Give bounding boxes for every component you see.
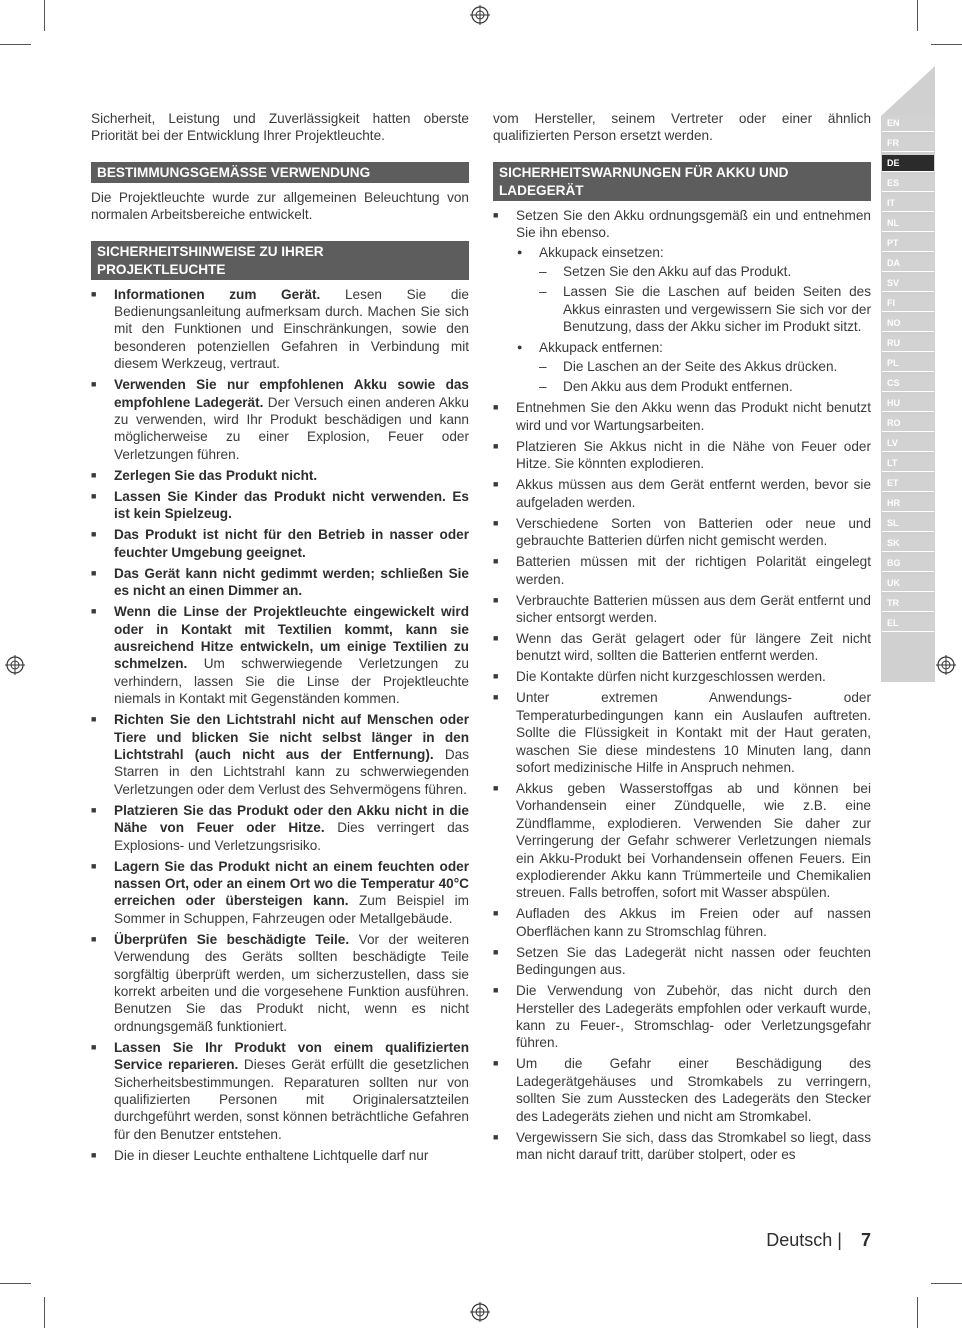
language-tab-fi: FI [882,295,934,312]
crop-mark [917,1297,918,1328]
item-bold-text: Informationen zum Gerät. [114,286,321,302]
list-item [91,488,469,523]
list-item [91,603,469,707]
item-bold-text: Zerlegen Sie das Produkt nicht. [114,467,318,483]
crop-mark [917,0,918,31]
battery-steps [516,244,871,396]
list-item: ■ Verbrauchte Batterien müssen aus dem Gerät entfernt und sicher entsorgt werden. [493,592,871,627]
language-tab-tr: TR [882,595,934,612]
list-item [91,1147,469,1164]
item-text: Setzen Sie den Akku ordnungsgemäß ein und entnehmen Sie ihn ebenso. [516,207,871,241]
item-bold-text: Platzieren Sie das Produkt oder den Akku nicht in die Nähe von Feuer oder Hitze. [114,802,469,836]
language-tab-es: ES [882,175,934,192]
crop-mark [931,1283,962,1284]
list-item: ■ Setzen Sie das Ladegerät nicht nassen oder feuchten Bedingungen aus. [493,944,871,979]
list-item [91,802,469,854]
item-text: Dies verringert das Explosions- und Verletzungsrisiko. [114,820,470,853]
list-item: – Lassen Sie die Laschen auf beiden Seiten des Akkus einrasten und vergewissern Sie sich vor der Benutzung, dass der Akku sicher im Produkt sitzt. [539,283,871,335]
language-tab-fr: FR [882,135,934,152]
remove-steps [539,358,871,396]
list-item: – Setzen Sie den Akku auf das Produkt. [539,263,871,280]
list-item: ■ Verschiedene Sorten von Batterien oder neue und gebrauchte Batterien dürfen nicht gemischt werden. [493,515,871,550]
list-item: ■ Wenn das Gerät gelagert oder für längere Zeit nicht benutzt wird, sollten die Batterien entfernt werden. [493,630,871,665]
language-tab-pt: PT [882,235,934,252]
page-footer [700,1230,871,1251]
list-item: ■ Die Verwendung von Zubehör, das nicht durch den Hersteller des Ladegeräts empfohlen oder verkauft wurde, kann zu Feuer-, Stromschlag- oder Verletzungsgefahr führen. [493,982,871,1052]
list-item [516,339,871,396]
language-tab-sl: SL [882,515,934,532]
left-column [91,110,469,1168]
language-tab-lt: LT [882,455,934,472]
list-item: ■ Akkus müssen aus dem Gerät entfernt werden, bevor sie aufgeladen werden. [493,476,871,511]
list-item: ■ Akkus geben Wasserstoffgas ab und können bei Vorhandensein einer Zündquelle, wie z.B. eine Zündflamme, explodieren. Verwenden Sie daher zur Verringerung der Gefahr schwerer Verletzungen niemals ein Akku-Produkt bei Vorhandensein offenen Feuers. Ein explodierender Akku kann Trümmerteile und Chemikalien streuen. Falls betroffen, sofort mit Wasser abspülen. [493,780,871,902]
item-bold-text: Wenn die Linse der Projektleuchte eingewickelt wird oder in Kontakt mit Textilien kommt, kann sie ausreichend Hitze entwickeln, um einige Textilien zu schmelzen. [114,604,469,672]
list-item: ■ Aufladen des Akkus im Freien oder auf nassen Oberflächen kann zu Stromschlag führen. [493,905,871,940]
right-column [493,110,871,1167]
list-item: ■ Unter extremen Anwendungs- oder Temperaturbedingungen kann ein Auslaufen auftreten. Sollte die Flüssigkeit in Kontakt mit der Haut geraten, waschen Sie diese mindestens 10 Minuten lang, dann sofort medizinische Hilfe in Anspruch nehmen. [493,689,871,776]
registration-mark-icon [470,5,490,25]
crop-mark [44,0,45,31]
list-item: ■ Platzieren Sie Akkus nicht in die Nähe von Feuer oder Hitze. Sie könnten explodieren. [493,438,871,473]
item-text: Die in dieser Leuchte enthaltene Lichtquelle darf nur [114,1147,429,1163]
language-tab-hr: HR [882,495,934,512]
list-item: ■ Batterien müssen mit der richtigen Polarität eingelegt werden. [493,553,871,588]
item-text: Um schwerwiegende Verletzungen zu verhindern, lassen Sie die Linse der Projektleuchte niemals in Kontakt mit Gegenständen kommen. [114,656,469,707]
list-item [516,244,871,336]
item-text: Lesen Sie die Bedienungsanleitung aufmerksam durch. Machen Sie sich mit den Funktionen und Einschränkungen, sowie den besonderen potenziellen Gefahren in Verbindung mit diesem Werkzeug, vertraut. [114,286,469,372]
language-tab-hu: HU [882,395,934,412]
item-bold-text: Lassen Sie Ihr Produkt von einem qualifizierten Service reparieren. [114,1039,469,1073]
list-item: – Den Akku aus dem Produkt entfernen. [539,378,871,395]
list-item: ■ Die Kontakte dürfen nicht kurzgeschlossen werden. [493,668,871,685]
item-bold-text: Lagern Sie das Produkt nicht an einem feuchten oder nassen Ort, oder an einem Ort wo die Temperatur 40°C erreichen oder übersteigen kann. [114,858,469,909]
item-text: Der Versuch einen anderen Akku zu verwenden, wird Ihr Produkt beschädigen und kann möglicherweise zu einer Explosion, Feuer oder Verletzungen führen. [114,394,469,462]
intended-use-text: Die Projektleuchte wurde zur allgemeinen Beleuchtung von normalen Arbeitsbereiche entwickelt. [91,189,469,223]
registration-mark-icon [936,655,956,675]
footer-language: Deutsch [766,1230,833,1250]
language-tab-cs: CS [882,375,934,392]
section-heading-safety-instructions [91,241,469,280]
item-text: Vor der weiteren Verwendung des Geräts sollten beschädigte Teile sorgfältig überprüft werden, um sicherzustellen, dass sie korrekt arbeiten und die vorgesehene Funktion ausführen. Benutzen Sie das Produkt nicht, wenn es nicht ordnungsgemäß funktioniert. [114,931,470,1034]
language-tab-it: IT [882,195,934,212]
registration-mark-icon [470,1302,490,1322]
language-tab-lv: LV [882,435,934,452]
heading-line: LADEGERÄT [499,182,584,198]
item-text: Dieses Gerät erfüllt die gesetzlichen Sicherheitsbestimmungen. Reparaturen sollten nur von qualifizierten Personen mit Originalersatzteilen durchgeführt werden, sonst können beträchtliche Gefahren für den Benutzer entstehen. [114,1057,469,1142]
list-item [91,467,469,484]
list-item [91,565,469,600]
footer-separator: | [837,1230,842,1250]
item-bold-text: Verwenden Sie nur empfohlenen Akku sowie das empfohlene Ladegerät. [114,377,469,410]
intro-text: Sicherheit, Leistung und Zuverlässigkeit hatten oberste Priorität bei der Entwicklung Ihrer Projektleuchte. [91,111,469,144]
language-tab-da: DA [882,255,934,272]
item-text: Das Starren in den Lichtstrahl kann zu schwerwiegenden Verletzungen oder dem Verlust des Sehvermögens führen. [114,746,470,797]
heading-line: SICHERHEITSHINWEISE ZU IHRER [97,243,324,259]
list-item: ■ Entnehmen Sie den Akku wenn das Produkt nicht benutzt wird und vor Wartungsarbeiten. [493,399,871,434]
list-item [493,207,871,396]
safety-instructions-list [91,286,469,1165]
section-heading-intended-use: BESTIMMUNGSGEMÄSSE VERWENDUNG [91,162,469,183]
step-label: Akkupack einsetzen: [539,244,664,260]
list-item: ■ Vergewissern Sie sich, dass das Stromkabel so liegt, dass man nicht darauf tritt, darüber stolpert, oder es [493,1129,871,1164]
crop-mark [0,44,31,45]
list-item [91,526,469,561]
insert-steps [539,263,871,336]
continued-text: vom Hersteller, seinem Vertreter oder einer ähnlich qualifizierten Person ersetzt werden. [493,111,871,144]
page-number: 7 [860,1230,871,1250]
language-tab-sv: SV [882,275,934,292]
language-tab-ro: RO [882,415,934,432]
item-bold-text: Lassen Sie Kinder das Produkt nicht verwenden. Es ist kein Spielzeug. [114,488,469,522]
language-tab-bg: BG [882,555,934,572]
item-bold-text: Richten Sie den Lichtstrahl nicht auf Menschen oder Tiere und blicken Sie nicht selbst länger in den Lichtstrahl (auch nicht aus der Entfernung). [114,712,469,762]
list-item: – Die Laschen an der Seite des Akkus drücken. [539,358,871,375]
item-bold-text: Überprüfen Sie beschädigte Teile. [114,931,350,947]
language-tab-no: NO [882,315,934,332]
list-item [91,931,469,1035]
list-item [91,711,469,798]
heading-line: PROJEKTLEUCHTE [97,261,226,277]
language-tab-el: EL [882,615,934,632]
battery-warnings-list [493,207,871,1164]
crop-mark [931,44,962,45]
language-tab-uk: UK [882,575,934,592]
item-text: Zum Beispiel im Sommer in Schuppen, Fahrzeugen oder Metallgebäude. [114,893,470,926]
language-tab-sk: SK [882,535,934,552]
item-bold-text: Das Produkt ist nicht für den Betrieb in nasser oder feuchter Umgebung geeignet. [114,527,469,560]
crop-mark [0,1283,31,1284]
language-tab-de: DE [882,155,934,172]
section-heading-battery-warnings [493,162,871,201]
registration-mark-icon [5,655,25,675]
heading-line: SICHERHEITSWARNUNGEN FÜR AKKU UND [499,164,789,180]
language-tab-pl: PL [882,355,934,372]
language-tab-nl: NL [882,215,934,232]
list-item [91,858,469,928]
crop-mark [44,1297,45,1328]
language-index [882,115,934,635]
list-item [91,1039,469,1143]
item-bold-text: Das Gerät kann nicht gedimmt werden; schließen Sie es nicht an einen Dimmer an. [114,565,469,599]
list-item [91,376,469,463]
list-item: ■ Um die Gefahr einer Beschädigung des Ladegerätgehäuses und Stromkabels zu verringern, sollten Sie zum Ausstecken des Ladegeräts den Stecker des Ladegeräts ziehen und nicht am Stromkabel. [493,1055,871,1125]
language-tab-en: EN [882,115,934,132]
language-tab-ru: RU [882,335,934,352]
step-label: Akkupack entfernen: [539,339,663,355]
language-tab-tail [881,634,935,682]
language-tab-et: ET [882,475,934,492]
list-item [91,286,469,373]
